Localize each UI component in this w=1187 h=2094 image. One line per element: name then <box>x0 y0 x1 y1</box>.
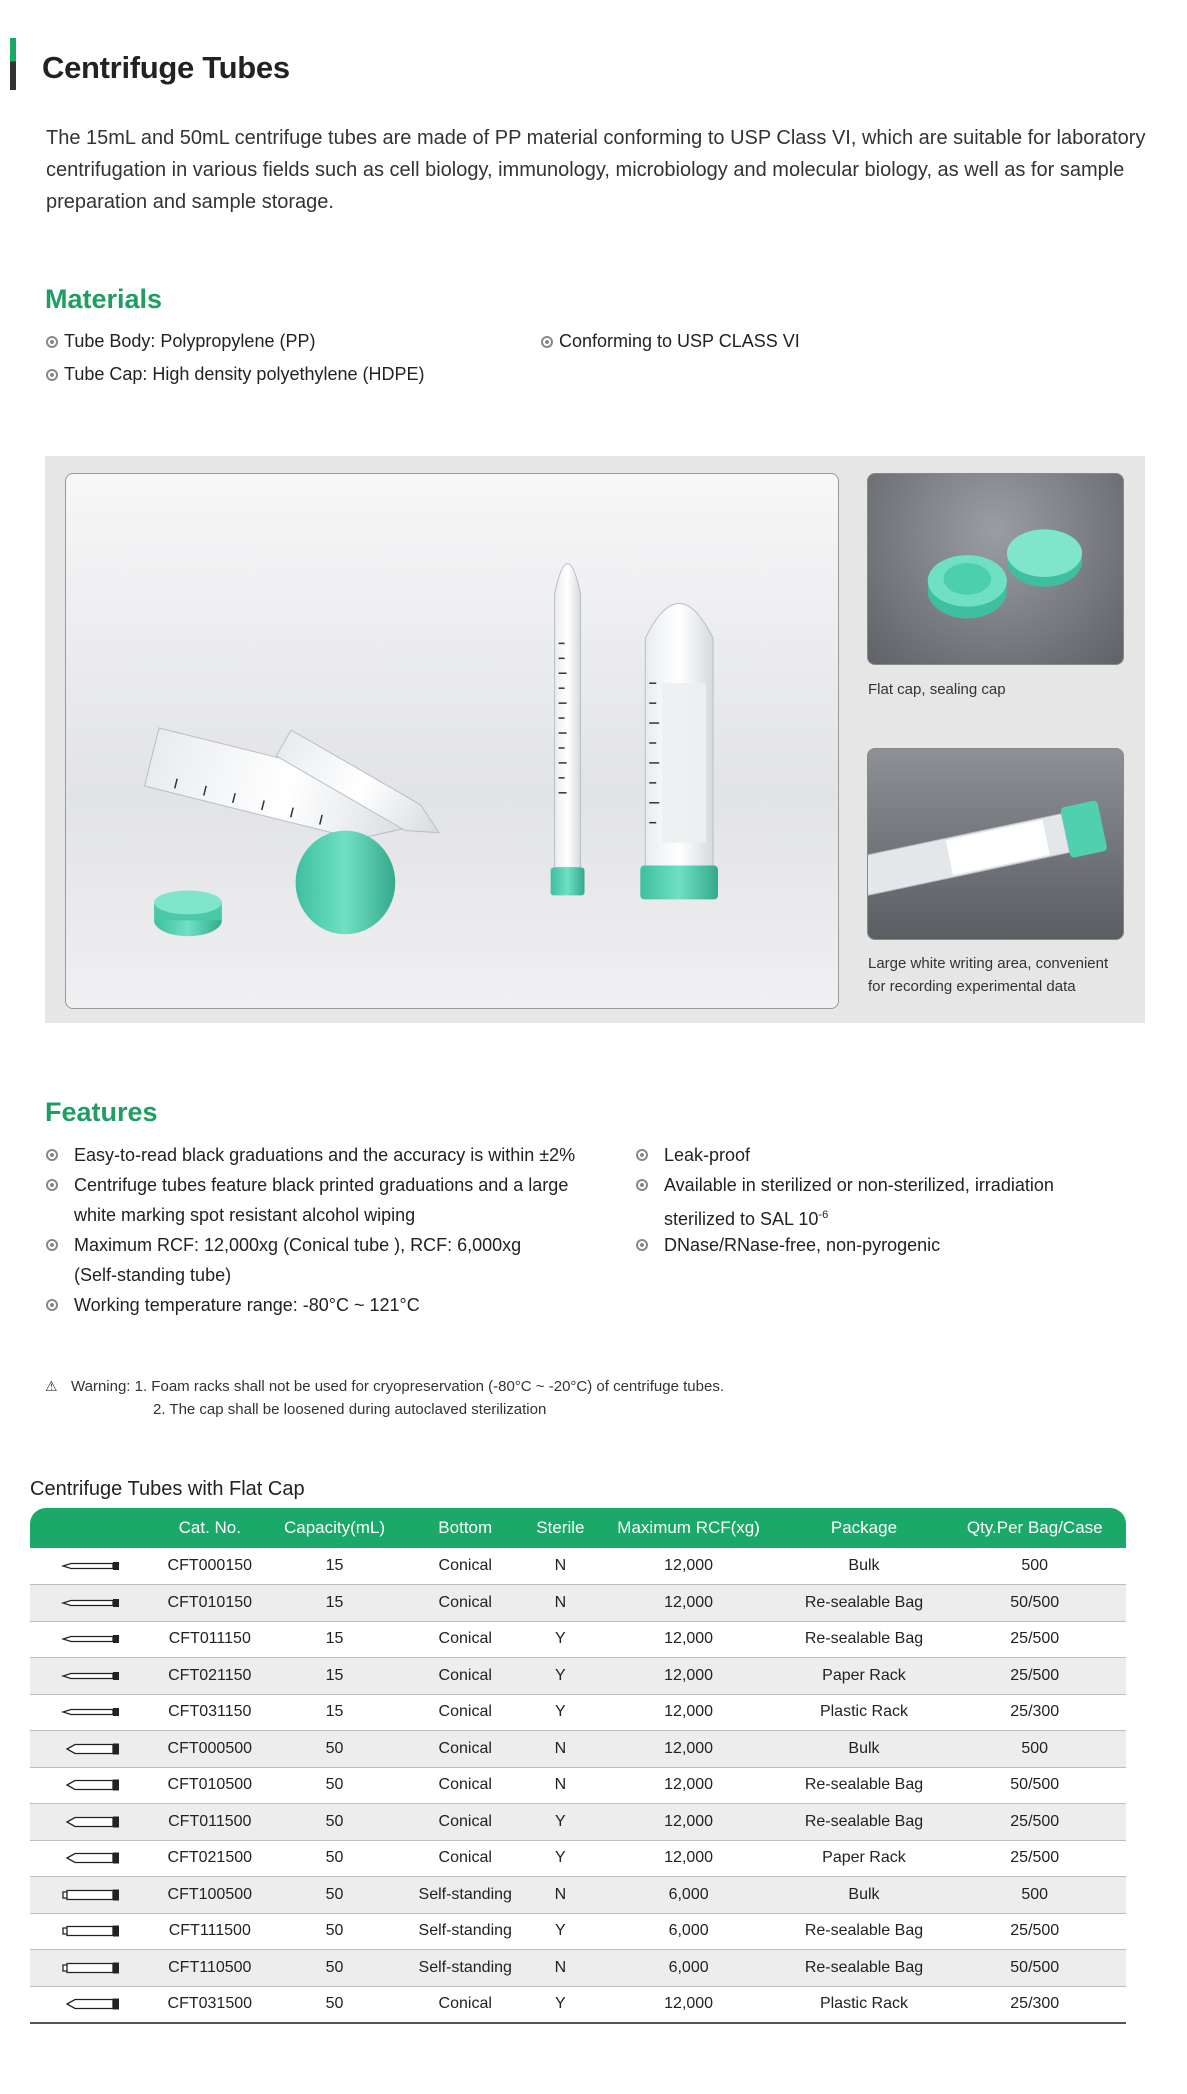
table-cell-sterile: Y <box>528 1694 593 1731</box>
table-cell-cat: CFT000500 <box>153 1731 267 1768</box>
tube-50ml-icon <box>61 1815 123 1829</box>
table-cell-icon <box>30 1986 153 2023</box>
table-cell-icon <box>30 1694 153 1731</box>
bullet-icon <box>636 1239 648 1251</box>
feature-item: Centrifuge tubes feature black printed graduations and a large white marking spot resistant alcohol wiping <box>46 1170 626 1230</box>
writing-area-caption: Large white writing area, convenient for recording experimental data <box>868 955 1109 995</box>
tube-50ml-icon <box>61 1742 123 1756</box>
table-cell-rcf: 6,000 <box>593 1877 785 1914</box>
table-cell-sterile: N <box>528 1731 593 1768</box>
table-cell-sterile: Y <box>528 1804 593 1841</box>
table-cell-bottom: Conical <box>402 1694 528 1731</box>
table-header-cell: Package <box>830 1518 898 1537</box>
table-cell-pkg: Re-sealable Bag <box>784 1585 943 1622</box>
table-cell-bottom: Conical <box>402 1621 528 1658</box>
table-cell-pkg: Bulk <box>784 1877 943 1914</box>
table-row <box>30 1621 1126 1658</box>
table-cell-sterile: Y <box>528 1658 593 1695</box>
table-cell-cat: CFT111500 <box>153 1913 267 1950</box>
table-cell-cat: CFT021150 <box>153 1658 267 1695</box>
table-cell-icon <box>30 1767 153 1804</box>
warning-note: ⚠ Warning: 1. Foam racks shall not be used for cryopreservation (-80°C ~ -20°C) of centrifuge tubes. 2. The cap shall be loosened during autoclaved sterilization <box>45 1375 724 1421</box>
table-cell-icon <box>30 1950 153 1987</box>
table-cell-rcf: 6,000 <box>593 1913 785 1950</box>
tube-50ml-icon <box>61 1851 123 1865</box>
table-row <box>30 1731 1126 1768</box>
table-cell-bottom: Self-standing <box>402 1877 528 1914</box>
table-cell-cap: 15 <box>267 1585 403 1622</box>
table-title: Centrifuge Tubes with Flat Cap <box>30 1478 305 1500</box>
product-photo-panel <box>45 456 1145 1023</box>
tube-15ml-icon <box>61 1632 123 1646</box>
table-cell-pkg: Paper Rack <box>784 1658 943 1695</box>
table-cell-cap: 50 <box>267 1767 403 1804</box>
table-cell-qty: 50/500 <box>943 1585 1126 1622</box>
table-cell-pkg: Plastic Rack <box>784 1986 943 2023</box>
table-cell-rcf: 12,000 <box>593 1621 785 1658</box>
table-cell-sterile: Y <box>528 1621 593 1658</box>
table-cell-sterile: Y <box>528 1913 593 1950</box>
table-cell-bottom: Conical <box>402 1986 528 2023</box>
table-cell-rcf: 12,000 <box>593 1658 785 1695</box>
materials-item: Tube Cap: High density polyethylene (HDPE) <box>46 364 425 385</box>
table-cell-rcf: 12,000 <box>593 1731 785 1768</box>
table-cell-rcf: 12,000 <box>593 1548 785 1585</box>
table-cell-qty: 25/300 <box>943 1694 1126 1731</box>
feature-item: Maximum RCF: 12,000xg (Conical tube ), RCF: 6,000xg (Self-standing tube) <box>46 1230 626 1290</box>
bullet-icon <box>46 1149 58 1161</box>
table-cell-cat: CFT021500 <box>153 1840 267 1877</box>
table-header-cell <box>30 1508 153 1548</box>
bullet-icon <box>46 336 58 348</box>
table-cell-icon <box>30 1658 153 1695</box>
bullet-icon <box>46 1179 58 1191</box>
table-cell-qty: 25/300 <box>943 1986 1126 2023</box>
table-cell-sterile: N <box>528 1877 593 1914</box>
table-cell-qty: 50/500 <box>943 1767 1126 1804</box>
table-cell-rcf: 12,000 <box>593 1767 785 1804</box>
table-cell-qty: 500 <box>943 1877 1126 1914</box>
table-cell-sterile: N <box>528 1548 593 1585</box>
table-cell-qty: 25/500 <box>943 1621 1126 1658</box>
bullet-icon <box>636 1149 648 1161</box>
table-cell-qty: 25/500 <box>943 1804 1126 1841</box>
table-header-cell: Bottom <box>438 1518 493 1537</box>
table-cell-bottom: Conical <box>402 1548 528 1585</box>
table-cell-bottom: Conical <box>402 1767 528 1804</box>
table-cell-rcf: 6,000 <box>593 1950 785 1987</box>
table-cell-sterile: N <box>528 1767 593 1804</box>
table-cell-rcf: 12,000 <box>593 1840 785 1877</box>
table-cell-cat: CFT010150 <box>153 1585 267 1622</box>
table-cell-rcf: 12,000 <box>593 1804 785 1841</box>
tube-15ml-icon <box>61 1669 123 1683</box>
writing-area-illustration <box>868 749 1123 939</box>
materials-heading: Materials <box>45 284 163 314</box>
flat-cap-photo <box>867 473 1124 665</box>
table-cell-cap: 50 <box>267 1986 403 2023</box>
feature-item: DNase/RNase-free, non-pyrogenic <box>636 1230 1136 1260</box>
flat-cap-caption: Flat cap, sealing cap <box>868 681 1006 698</box>
caps-illustration <box>868 474 1123 664</box>
bullet-icon <box>46 1239 58 1251</box>
table-cell-icon <box>30 1840 153 1877</box>
table-cell-cap: 50 <box>267 1913 403 1950</box>
table-cell-cat: CFT031500 <box>153 1986 267 2023</box>
table-cell-cap: 50 <box>267 1804 403 1841</box>
table-row <box>30 1913 1126 1950</box>
table-cell-cap: 50 <box>267 1731 403 1768</box>
table-cell-rcf: 12,000 <box>593 1986 785 2023</box>
table-cell-icon <box>30 1913 153 1950</box>
table-cell-bottom: Conical <box>402 1731 528 1768</box>
table-cell-cat: CFT010500 <box>153 1767 267 1804</box>
table-cell-rcf: 12,000 <box>593 1694 785 1731</box>
table-cell-pkg: Re-sealable Bag <box>784 1804 943 1841</box>
table-cell-pkg: Re-sealable Bag <box>784 1621 943 1658</box>
writing-area-photo <box>867 748 1124 940</box>
table-row <box>30 1950 1126 1987</box>
table-cell-bottom: Conical <box>402 1840 528 1877</box>
tube-self-standing-icon <box>61 1924 123 1938</box>
table-cell-pkg: Re-sealable Bag <box>784 1950 943 1987</box>
table-cell-cap: 15 <box>267 1658 403 1695</box>
table-cell-qty: 25/500 <box>943 1913 1126 1950</box>
table-cell-cat: CFT031150 <box>153 1694 267 1731</box>
table-cell-pkg: Plastic Rack <box>784 1694 943 1731</box>
table-cell-cap: 50 <box>267 1840 403 1877</box>
table-header-cell: Cat. No. <box>178 1518 241 1537</box>
table-cell-qty: 500 <box>943 1548 1126 1585</box>
tube-self-standing-icon <box>61 1888 123 1902</box>
table-row <box>30 1694 1126 1731</box>
table-body <box>30 1548 1126 2023</box>
features-heading: Features <box>45 1097 158 1127</box>
table-cell-pkg: Bulk <box>784 1548 943 1585</box>
table-header-cell: Sterile <box>536 1518 585 1537</box>
table-cell-cat: CFT000150 <box>153 1548 267 1585</box>
feature-item: Available in sterilized or non-sterilized, irradiation sterilized to SAL $10^{-6}$ <box>636 1170 1136 1234</box>
table-row <box>30 1877 1126 1914</box>
table-cell-sterile: Y <box>528 1986 593 2023</box>
table-cell-bottom: Self-standing <box>402 1950 528 1987</box>
feature-item: Working temperature range: -80°C ~ 121°C <box>46 1290 626 1320</box>
table-header-row <box>30 1508 1126 1548</box>
table-cell-cap: 15 <box>267 1548 403 1585</box>
warning-icon: ⚠ <box>45 1378 58 1394</box>
table-cell-icon <box>30 1585 153 1622</box>
table-cell-pkg: Paper Rack <box>784 1840 943 1877</box>
table-cell-pkg: Re-sealable Bag <box>784 1913 943 1950</box>
bullet-icon <box>636 1179 648 1191</box>
table-cell-cat: CFT110500 <box>153 1950 267 1987</box>
table-cell-pkg: Re-sealable Bag <box>784 1767 943 1804</box>
intro-paragraph: The 15mL and 50mL centrifuge tubes are made of PP material conforming to USP Class VI, which are suitable for laboratory centrifugation in various fields such as cell biology, immunology, microbiology and molecular biology, as well as for sample preparation and sample storage. <box>46 127 1146 213</box>
feature-item: Easy-to-read black graduations and the accuracy is within ±2% <box>46 1140 626 1170</box>
materials-item: Conforming to USP CLASS VI <box>541 331 800 352</box>
tube-15ml-icon <box>61 1596 123 1610</box>
materials-item: Tube Body: Polypropylene (PP) <box>46 331 315 352</box>
tubes-illustration <box>66 474 838 1008</box>
table-cell-pkg: Bulk <box>784 1731 943 1768</box>
table-row <box>30 1804 1126 1841</box>
table-header-cell: Maximum RCF(xg) <box>617 1518 760 1537</box>
centrifuge-tubes-photo <box>65 473 839 1009</box>
table-cell-bottom: Self-standing <box>402 1913 528 1950</box>
table-cell-qty: 25/500 <box>943 1840 1126 1877</box>
table-header-cell: Capacity(mL) <box>283 1518 386 1537</box>
table-cell-sterile: N <box>528 1950 593 1987</box>
table-row <box>30 1767 1126 1804</box>
table-cell-sterile: N <box>528 1585 593 1622</box>
table-cell-icon <box>30 1731 153 1768</box>
table-cell-cat: CFT011500 <box>153 1804 267 1841</box>
tube-50ml-icon <box>61 1997 123 2011</box>
table-cell-qty: 50/500 <box>943 1950 1126 1987</box>
table-cell-sterile: Y <box>528 1840 593 1877</box>
product-table <box>30 1508 1126 2024</box>
bullet-icon <box>46 1299 58 1311</box>
tube-15ml-icon <box>61 1705 123 1719</box>
table-header-cell: Qty.Per Bag/Case <box>966 1518 1103 1537</box>
feature-item: Leak-proof <box>636 1140 1136 1170</box>
table-row <box>30 1585 1126 1622</box>
table-row <box>30 1658 1126 1695</box>
table-cell-qty: 25/500 <box>943 1658 1126 1695</box>
table-cell-bottom: Conical <box>402 1804 528 1841</box>
table-row <box>30 1548 1126 1585</box>
tube-self-standing-icon <box>61 1961 123 1975</box>
bullet-icon <box>46 369 58 381</box>
table-cell-icon <box>30 1621 153 1658</box>
table-cell-bottom: Conical <box>402 1658 528 1695</box>
table-cell-icon <box>30 1804 153 1841</box>
table-cell-qty: 500 <box>943 1731 1126 1768</box>
table-cell-icon <box>30 1548 153 1585</box>
table-row <box>30 1840 1126 1877</box>
table-cell-rcf: 12,000 <box>593 1585 785 1622</box>
tube-15ml-icon <box>61 1559 123 1573</box>
table-cell-cap: 15 <box>267 1621 403 1658</box>
table-cell-icon <box>30 1877 153 1914</box>
table-cell-cap: 50 <box>267 1950 403 1987</box>
table-cell-cap: 50 <box>267 1877 403 1914</box>
page-title: Centrifuge Tubes <box>42 50 290 85</box>
table-cell-bottom: Conical <box>402 1585 528 1622</box>
table-cell-cap: 15 <box>267 1694 403 1731</box>
table-cell-cat: CFT100500 <box>153 1877 267 1914</box>
title-accent-bar <box>10 38 16 90</box>
table-row <box>30 1986 1126 2023</box>
tube-50ml-icon <box>61 1778 123 1792</box>
bullet-icon <box>541 336 553 348</box>
table-cell-cat: CFT011150 <box>153 1621 267 1658</box>
